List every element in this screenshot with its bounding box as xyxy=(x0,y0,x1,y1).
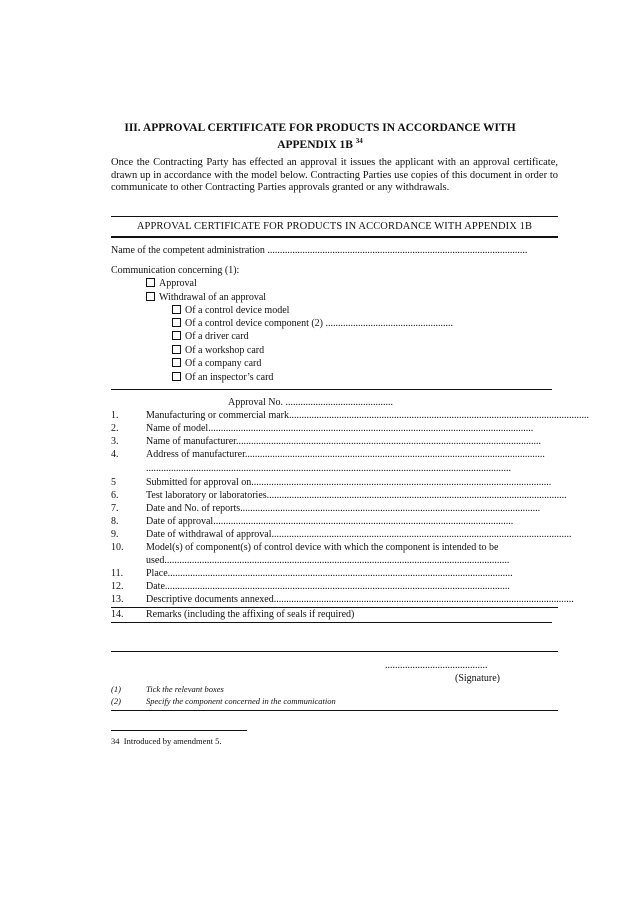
item-row[interactable]: Test laboratory or laboratories........................................................................................................................ xyxy=(146,490,567,501)
option-approval[interactable]: Approval xyxy=(146,278,197,290)
divider xyxy=(111,216,558,217)
communication-label: Communication concerning (1): xyxy=(111,265,240,276)
signature-label: (Signature) xyxy=(455,673,500,684)
footnote-ref: 34 xyxy=(355,137,363,145)
item-number: 12. xyxy=(111,581,124,592)
note-number: (1) xyxy=(111,684,121,694)
option-withdrawal[interactable]: Withdrawal of an approval xyxy=(146,292,266,304)
item-row[interactable]: Descriptive documents annexed........................................................................................................................ xyxy=(146,594,574,605)
admin-field-dots[interactable]: ........................................................................................................ xyxy=(267,245,528,256)
item-number: 11. xyxy=(111,568,124,579)
item-number: 3. xyxy=(111,436,119,447)
approval-no-label: Approval No. xyxy=(228,397,283,408)
item-row[interactable]: used.......................................................................................................................................... xyxy=(146,555,510,566)
divider xyxy=(111,389,552,390)
checkbox[interactable] xyxy=(172,318,181,327)
item-number: 14. xyxy=(111,609,124,620)
sub-option[interactable]: Of an inspector’s card xyxy=(172,372,273,384)
item-row[interactable]: Date and No. of reports........................................................................................................................ xyxy=(146,503,541,514)
intro-paragraph: Once the Contracting Party has effected an approval it issues the applicant with an approval certificate, drawn up in accordance with the model below. Contracting Parties use copies of this document in order to communicate to other Contracting Parties approvals granted or any withdrawals. xyxy=(111,157,558,193)
sub-option[interactable]: Of a workshop card xyxy=(172,345,264,357)
item-number: 4. xyxy=(111,449,119,460)
divider xyxy=(111,607,558,608)
item-row[interactable]: Date of withdrawal of approval........................................................................................................................ xyxy=(146,529,572,540)
item-number: 6. xyxy=(111,490,119,501)
title-line-2: APPENDIX 1B $^{34}$ xyxy=(277,137,363,151)
checkbox[interactable] xyxy=(172,358,181,367)
item-number: 5 xyxy=(111,477,116,488)
form-heading: APPROVAL CERTIFICATE FOR PRODUCTS IN ACCORDANCE WITH APPENDIX 1B xyxy=(136,221,533,232)
divider xyxy=(111,651,558,652)
item-number: 9. xyxy=(111,529,119,540)
checkbox[interactable] xyxy=(172,345,181,354)
item-number: 13. xyxy=(111,594,124,605)
item-row: Model(s) of component(s) of control device with which the component is intended to be xyxy=(146,542,499,553)
sub-option[interactable]: Of a control device component (2) ................................................... xyxy=(172,318,542,330)
field-dots: ........................................... xyxy=(285,397,393,408)
footnote-separator xyxy=(111,730,247,731)
admin-row xyxy=(111,245,558,257)
checkbox[interactable] xyxy=(172,305,181,314)
item-row[interactable]: Remarks (including the affixing of seals if required) xyxy=(146,609,355,620)
checkbox[interactable] xyxy=(146,292,155,301)
field-dots: ................................................... xyxy=(325,318,454,329)
title-line-1: III. APPROVAL CERTIFICATE FOR PRODUCTS IN ACCORDANCE WITH xyxy=(124,122,516,134)
admin-label: Name of the competent administration xyxy=(111,245,265,256)
item-row[interactable]: Address of manufacturer........................................................................................................................ xyxy=(146,449,545,460)
divider xyxy=(111,622,552,623)
item-row[interactable]: Date.......................................................................................................................................... xyxy=(146,581,510,592)
signature-dots[interactable]: ......................................... xyxy=(385,660,488,671)
item-number: 1. xyxy=(111,410,119,421)
note-number: (2) xyxy=(111,696,121,706)
item-number: 10. xyxy=(111,542,124,553)
approval-no-row[interactable] xyxy=(228,397,393,409)
page-title xyxy=(0,122,640,152)
item-row[interactable]: Submitted for approval on........................................................................................................................ xyxy=(146,477,552,488)
sub-option[interactable]: Of a control device model xyxy=(172,305,289,317)
checkbox[interactable] xyxy=(172,372,181,381)
note-text: Specify the component concerned in the communication xyxy=(146,696,336,706)
item-row[interactable]: Place.......................................................................................................................................... xyxy=(146,568,513,579)
item-number: 8. xyxy=(111,516,119,527)
sub-option[interactable]: Of a driver card xyxy=(172,331,249,343)
divider xyxy=(111,236,558,238)
footnote: 34 Introduced by amendment 5. xyxy=(111,736,222,746)
item-continuation-dots[interactable]: .................................................................................................................................................. xyxy=(146,463,511,474)
note-text: Tick the relevant boxes xyxy=(146,684,224,694)
checkbox[interactable] xyxy=(146,278,155,287)
item-number: 7. xyxy=(111,503,119,514)
item-number: 2. xyxy=(111,423,119,434)
sub-option[interactable]: Of a company card xyxy=(172,358,261,370)
item-row[interactable]: Name of manufacturer.......................................................................................................................... xyxy=(146,436,541,447)
item-row[interactable]: Name of model.................................................................................................................................. xyxy=(146,423,534,434)
item-row[interactable]: Manufacturing or commercial mark........................................................................................................................ xyxy=(146,410,589,421)
checkbox[interactable] xyxy=(172,331,181,340)
item-row[interactable]: Date of approval........................................................................................................................ xyxy=(146,516,514,527)
divider xyxy=(111,710,558,711)
